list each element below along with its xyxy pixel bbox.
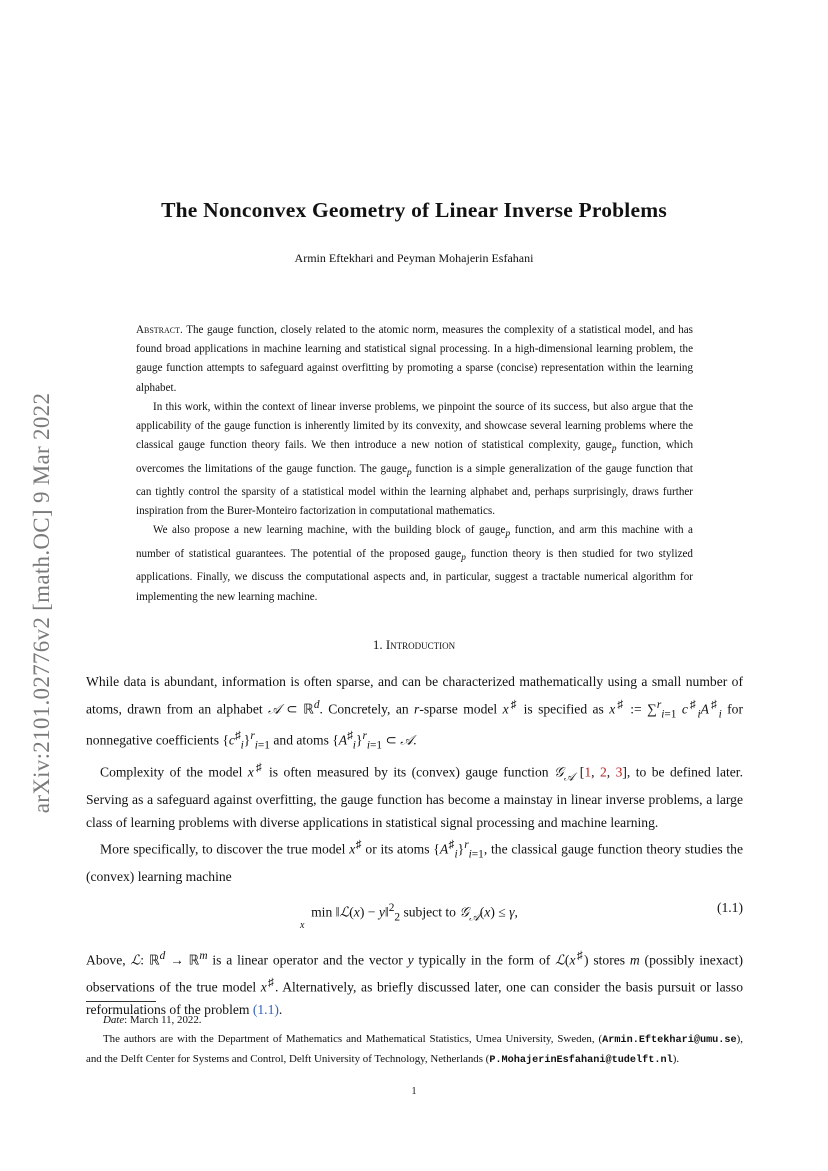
body-paragraph-1: While data is abundant, information is often sparse, and can be characterized mathematically using a small number of atoms, drawn from an alphabet 𝒜 ⊂ ℝ$^d$. Concretely, an r-sparse model x♯ is specified as x♯ := ∑$^r_{i=1}$ $c^♯_iA^♯_i$ for nonnegative coefficients $\{c^♯_i\}^r_{i=1}$ and atoms $\{A^♯_i\}^r_{i=1}$ ⊂ 𝒜. (86, 674, 743, 752)
paper-authors: Armin Eftekhari and Peyman Mohajerin Esfahani (294, 251, 534, 265)
body-text (86, 671, 743, 1022)
abstract-paragraph-3: We also propose a new learning machine, with the building block of gauge$_p$ function, and arm this machine with a number of statistical guarantees. The potential of the proposed gauge$_p$ function theory is then studied for two stylized applications. Finally, we discuss the computational aspects and, in particular, suggest a tractable numerical algorithm for implementing the new learning machine. (136, 524, 693, 603)
section-title: Introduction (385, 637, 456, 652)
body-paragraph-3: More specifically, to discover the true model x♯ or its atoms $\{A^♯_i\}^r_{i=1}$, the classical gauge function theory studies the (convex) learning machine (86, 839, 744, 885)
arxiv-identifier: arXiv:2101.02776v2 [math.OC] 9 Mar 2022 (29, 392, 54, 813)
footnotes (86, 1011, 743, 1071)
equation-1-1 (86, 893, 743, 939)
abstract-label: Abstract. (136, 324, 183, 336)
equation-reference[interactable]: (1.1) (252, 1002, 279, 1017)
section-heading (0, 637, 828, 653)
citation-2[interactable]: 2 (599, 764, 607, 780)
citation-1[interactable]: 1 (584, 764, 592, 780)
page-number: 1 (411, 1086, 417, 1097)
equation-min-subscript: x (300, 919, 305, 931)
footnote-affiliations: The authors are with the Department of Mathematics and Mathematical Statistics, Umea University, Sweden, (Armin.Eftekhari@umu.se), and the Delft Center for Systems and Control, Delft University of Technology, Netherlands (P.MohajerinEsfahani@tudelft.nl). (86, 1032, 743, 1066)
section-number: 1. (372, 637, 383, 652)
equation-number: (1.1) (716, 899, 743, 915)
email-eftekhari: Armin.Eftekhari@umu.se (602, 1034, 737, 1046)
equation-body: min ‖ℒ(x) − y‖$^2_2$ subject to 𝒢$_𝒜$(x) ≤ γ, (311, 901, 518, 923)
abstract-paragraph-1: Abstract. The gauge function, closely related to the atomic norm, measures the complexity of a statistical model, and has found broad applications in machine learning and statistical signal processing. In a high-dimensional learning problem, the gauge function attempts to safeguard against overfitting by promoting a sparse (concise) representation within the learning alphabet. (136, 324, 693, 394)
footnote-rule (86, 1001, 156, 1002)
footnote-date: Date: March 11, 2022. (103, 1014, 202, 1026)
abstract-paragraph-2: In this work, within the context of linear inverse problems, we pinpoint the source of its success, but also argue that the applicability of the gauge function is inherently limited by its convexity, and showcase several learning problems where the classical gauge function theory fails. We then introduce a new notion of statistical complexity, gauge$_p$ function, which overcomes the limitations of the gauge function. The gauge$_p$ function is a simple generalization of the gauge function that can tightly control the sparsity of a statistical model within the learning alphabet and, perhaps surprisingly, draws further inspiration from the Burer-Monteiro factorization in computational mathematics. (136, 400, 694, 518)
citation-3[interactable]: 3 (615, 764, 623, 780)
arxiv-sidebar (22, 345, 62, 860)
paper-title: The Nonconvex Geometry of Linear Inverse Problems (161, 198, 667, 222)
email-esfahani: P.MohajerinEsfahani@tudelft.nl (489, 1055, 673, 1066)
abstract (136, 321, 693, 607)
body-paragraph-4: Above, ℒ: ℝ$^d$ → ℝ$^m$ is a linear operator and the vector y typically in the form of ℒ(x♯) stores m (possibly inexact) observations of the true model x♯. Alternatively, as briefly discussed later, one can consider the basis pursuit or lasso reformulations of the problem (1.1). (86, 949, 743, 1017)
body-paragraph-2: Complexity of the model x♯ is often measured by its (convex) gauge function 𝒢$_𝒜$ [1, 2, 3], to be defined later. Serving as a safeguard against overfitting, the gauge function has become a mainstay in linear inverse problems, a large class of learning problems with diverse applications in statistical signal processing and machine learning. (86, 762, 743, 830)
